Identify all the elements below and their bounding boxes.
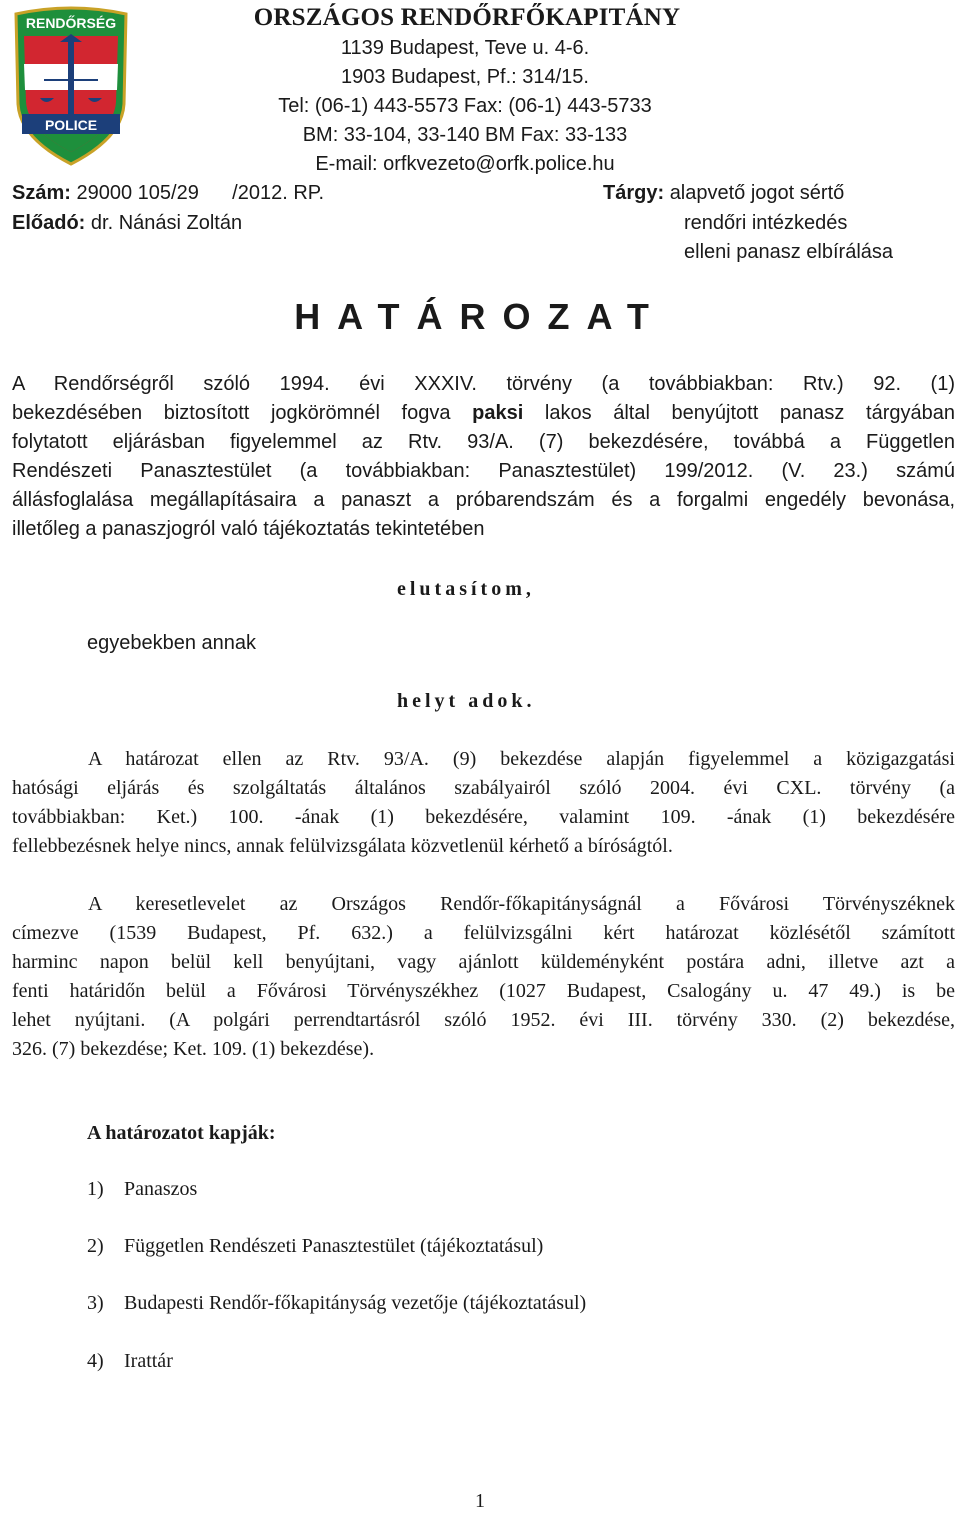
para1-line-5: állásfoglalása megállapításaira a panaszt a próbarendszám és a forgalmi engedély bevonása, [12, 489, 955, 511]
logo-bottom-text: POLICE [44, 117, 98, 133]
case-officer [12, 212, 242, 235]
subject [603, 182, 844, 205]
case-officer-label: Előadó: [12, 212, 86, 234]
recipient-item [87, 1178, 197, 1201]
address-line-1: 1139 Budapest, Teve u. 4-6. [340, 37, 590, 59]
para3-line-2: címezve (1539 Budapest, Pf. 632.) a felülvizsgálni kért határozat közlésétől számított [12, 922, 955, 944]
phone-line: Tel: (06-1) 443-5573 Fax: (06-1) 443-5733 [278, 95, 652, 117]
para1-line-4: Rendészeti Panasztestület (a továbbiakban: Panasztestület) 199/2012. (V. 23.) számú [12, 460, 955, 482]
recipient-text: Panaszos [124, 1178, 198, 1200]
police-logo [10, 6, 132, 166]
para1-line-1: A Rendőrségről szóló 1994. évi XXXIV. törvény (a továbbiakban: Rtv.) 92. (1) [12, 373, 955, 395]
para2-line-4: fellebbezésnek helye nincs, annak felülvizsgálata közvetlenül kérhető a bíróságtól. [12, 835, 673, 857]
recipient-item [87, 1292, 586, 1315]
subject-line-2: rendőri intézkedés [684, 212, 848, 234]
page-number: 1 [475, 1490, 485, 1512]
recipient-number: 3) [87, 1292, 104, 1314]
residence-bold: paksi [472, 402, 524, 424]
logo-top-text: RENDŐRSÉG [25, 15, 117, 31]
bm-line: BM: 33-104, 33-140 BM Fax: 33-133 [302, 124, 628, 146]
subject-label: Tárgy: [603, 182, 665, 204]
para2-line-1: A határozat ellen az Rtv. 93/A. (9) bekezdése alapján figyelemmel a közigazgatási [88, 748, 955, 770]
para3-line-6: 326. (7) bekezdése; Ket. 109. (1) bekezdése). [12, 1038, 375, 1060]
para3-line-5: lehet nyújtani. (A polgári perrendtartásról szóló 1952. évi III. törvény 330. (2) bekezdése, [12, 1009, 955, 1031]
recipient-text: Budapesti Rendőr-főkapitányság vezetője (tájékoztatásul) [124, 1292, 587, 1314]
para1-line-2 [12, 399, 955, 428]
para3-line-4: fenti határidőn belül a Fővárosi Törvényszékhez (1027 Budapest, Csalogány u. 47 49.) is be [12, 980, 955, 1002]
para1-line-2-b: lakos által benyújtott panasz tárgyában [523, 402, 955, 424]
para3-line-3: harminc napon belül kell benyújtani, vagy ajánlott küldeményként postára adni, illetve azt a [12, 951, 955, 973]
recipient-item [87, 1235, 543, 1258]
para3-line-1: A keresetlevelet az Országos Rendőr-főkapitányságnál a Fővárosi Törvényszéknek [88, 893, 955, 915]
decision-otherwise: egyebekben annak [87, 632, 257, 654]
recipient-number: 2) [87, 1235, 104, 1257]
address-line-2: 1903 Budapest, Pf.: 314/15. [341, 66, 589, 88]
recipient-number: 4) [87, 1350, 104, 1372]
para2-line-3: továbbiakban: Ket.) 100. -ának (1) bekezdésére, valamint 109. -ának (1) bekezdésére [12, 806, 955, 828]
para2-line-2: hatósági eljárás és szolgáltatás általános szabályairól szóló 2004. évi CXL. törvény (a [12, 777, 955, 799]
decision-reject: elutasítom, [397, 578, 535, 600]
subject-line-3: elleni panasz elbírálása [684, 241, 894, 263]
recipient-text: Irattár [124, 1350, 173, 1372]
file-number [12, 182, 324, 205]
para1-line-2-a: bekezdésében biztosított jogkörömnél fogva [12, 402, 473, 424]
organization-name: ORSZÁGOS RENDŐRFŐKAPITÁNY [253, 4, 681, 31]
file-number-value: 29000 105/29 /2012. RP. [76, 182, 325, 204]
recipient-item [87, 1350, 173, 1373]
decision-accept: helyt adok. [397, 690, 536, 712]
subject-line-1: alapvető jogot sértő [669, 182, 845, 204]
document-title: HATÁROZAT [294, 296, 666, 337]
case-officer-value: dr. Nánási Zoltán [90, 212, 243, 234]
para1-line-6: illetőleg a panaszjogról való tájékoztatás tekintetében [12, 518, 485, 540]
recipient-number: 1) [87, 1178, 104, 1200]
recipients-heading: A határozatot kapják: [87, 1122, 276, 1144]
recipient-text: Független Rendészeti Panasztestület (tájékoztatásul) [124, 1235, 544, 1257]
para1-line-3: folytatott eljárásban figyelemmel az Rtv. 93/A. (7) bekezdésére, továbbá a Független [12, 431, 955, 453]
file-number-label: Szám: [12, 182, 71, 204]
email-line: E-mail: orfkvezeto@orfk.police.hu [315, 153, 615, 175]
